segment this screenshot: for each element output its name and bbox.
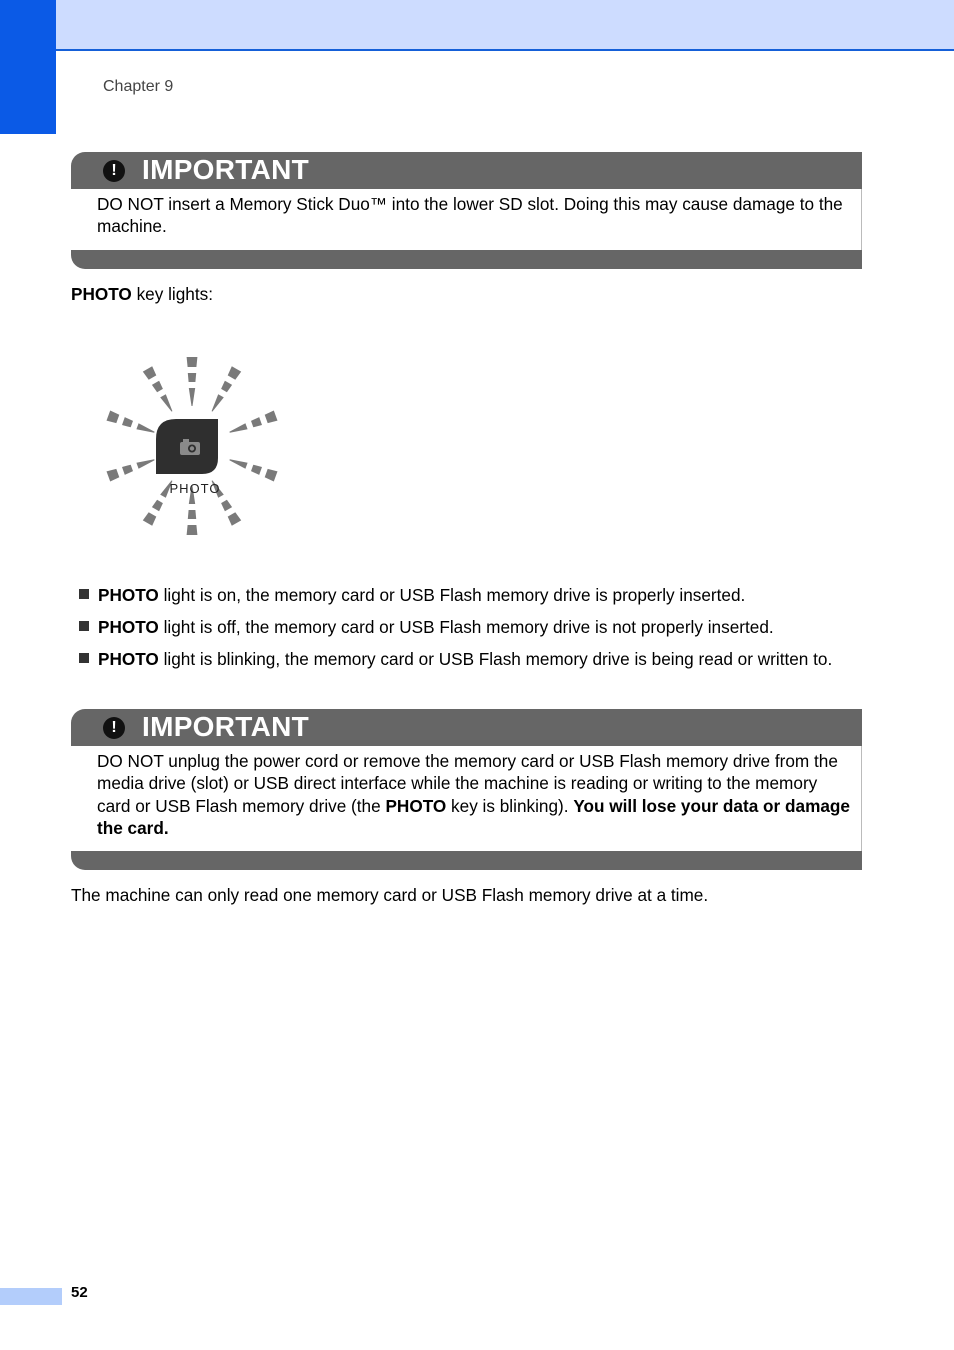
- light-ray-segment: [251, 417, 262, 427]
- list-item-bold: PHOTO: [98, 648, 159, 669]
- list-item: [78, 648, 863, 670]
- list-item-bold: PHOTO: [98, 585, 159, 605]
- light-ray-segment: [122, 417, 133, 427]
- list-item-text: light is blinking, the memory card or USB Flash memory drive is being read or written to.: [158, 648, 833, 669]
- light-ray-segment: [160, 394, 172, 411]
- chapter-tab: [0, 0, 56, 134]
- important-text: [71, 746, 862, 851]
- light-ray-segment: [152, 381, 163, 393]
- light-ray-segment: [212, 394, 224, 411]
- important-box-2: [71, 709, 862, 870]
- light-ray-segment: [152, 500, 163, 512]
- light-ray-segment: [221, 500, 232, 512]
- important-header: [71, 709, 862, 746]
- photo-key-figure: [82, 350, 304, 564]
- light-ray-segment: [143, 512, 157, 526]
- important-footer-bar: [71, 851, 862, 870]
- photo-key-label: PHOTO: [169, 481, 221, 496]
- photo-key-text: key lights:: [131, 284, 214, 304]
- exclamation-icon: !: [103, 160, 125, 182]
- light-ray-segment: [122, 465, 133, 475]
- light-ray-segment: [143, 366, 157, 380]
- light-ray-segment: [107, 411, 120, 424]
- list-item-bold: PHOTO: [98, 616, 159, 637]
- photo-key-illustration: [82, 350, 304, 564]
- light-ray-segment: [107, 469, 120, 482]
- light-ray-segment: [136, 423, 154, 433]
- important-title: IMPORTANT: [142, 711, 310, 742]
- list-item-text: light is on, the memory card or USB Flash memory drive is properly inserted.: [158, 585, 746, 605]
- important-text-bold: PHOTO: [385, 795, 447, 816]
- light-ray-segment: [229, 459, 247, 469]
- bullet-square-icon: [79, 589, 89, 599]
- light-ray-segment: [188, 373, 196, 382]
- important-text-part: key is blinking).: [446, 795, 574, 816]
- chapter-label: Chapter 9: [103, 78, 174, 95]
- important-text-part: DO NOT unplug the power cord or remove the memory card or USB Flash memory drive from the media drive (slot) or USB direct interface while the machine is reading or writing to the memory card or USB Flash memory drive (the: [97, 751, 838, 816]
- important-header: [71, 152, 862, 189]
- bullet-square-icon: [79, 621, 89, 631]
- closing-paragraph: The machine can only read one memory card or USB Flash memory drive at a time.: [71, 885, 709, 905]
- list-item-text: light is off, the memory card or USB Flash memory drive is not properly inserted.: [158, 616, 774, 637]
- important-box-1: [71, 152, 862, 269]
- page-number-tab: [0, 1288, 62, 1305]
- light-ray-segment: [228, 366, 242, 380]
- exclamation-icon: !: [103, 717, 125, 739]
- important-title: IMPORTANT: [142, 154, 310, 185]
- important-text: DO NOT insert a Memory Stick Duo™ into the lower SD slot. Doing this may cause damage to the machine.: [71, 189, 862, 250]
- important-warning-bold: You will lose your data or damage the card.: [97, 795, 850, 838]
- header-band: [0, 0, 954, 51]
- photo-key-caption: [71, 283, 213, 305]
- bullet-square-icon: [79, 653, 89, 663]
- light-ray-segment: [189, 388, 195, 406]
- status-list: [78, 584, 863, 680]
- light-ray-segment: [136, 459, 154, 469]
- light-ray-segment: [251, 465, 262, 475]
- light-ray-segment: [187, 357, 198, 367]
- light-ray-segment: [229, 423, 247, 433]
- list-item: [78, 616, 863, 638]
- photo-key-bold: PHOTO: [71, 284, 132, 304]
- page-number: 52: [71, 1284, 88, 1301]
- important-footer-bar: [71, 250, 862, 269]
- list-item: [78, 584, 863, 606]
- light-ray-segment: [187, 525, 198, 535]
- light-ray-segment: [228, 512, 242, 526]
- light-ray-segment: [265, 411, 278, 424]
- light-ray-segment: [265, 469, 278, 482]
- light-ray-segment: [188, 510, 196, 519]
- light-ray-segment: [221, 381, 232, 393]
